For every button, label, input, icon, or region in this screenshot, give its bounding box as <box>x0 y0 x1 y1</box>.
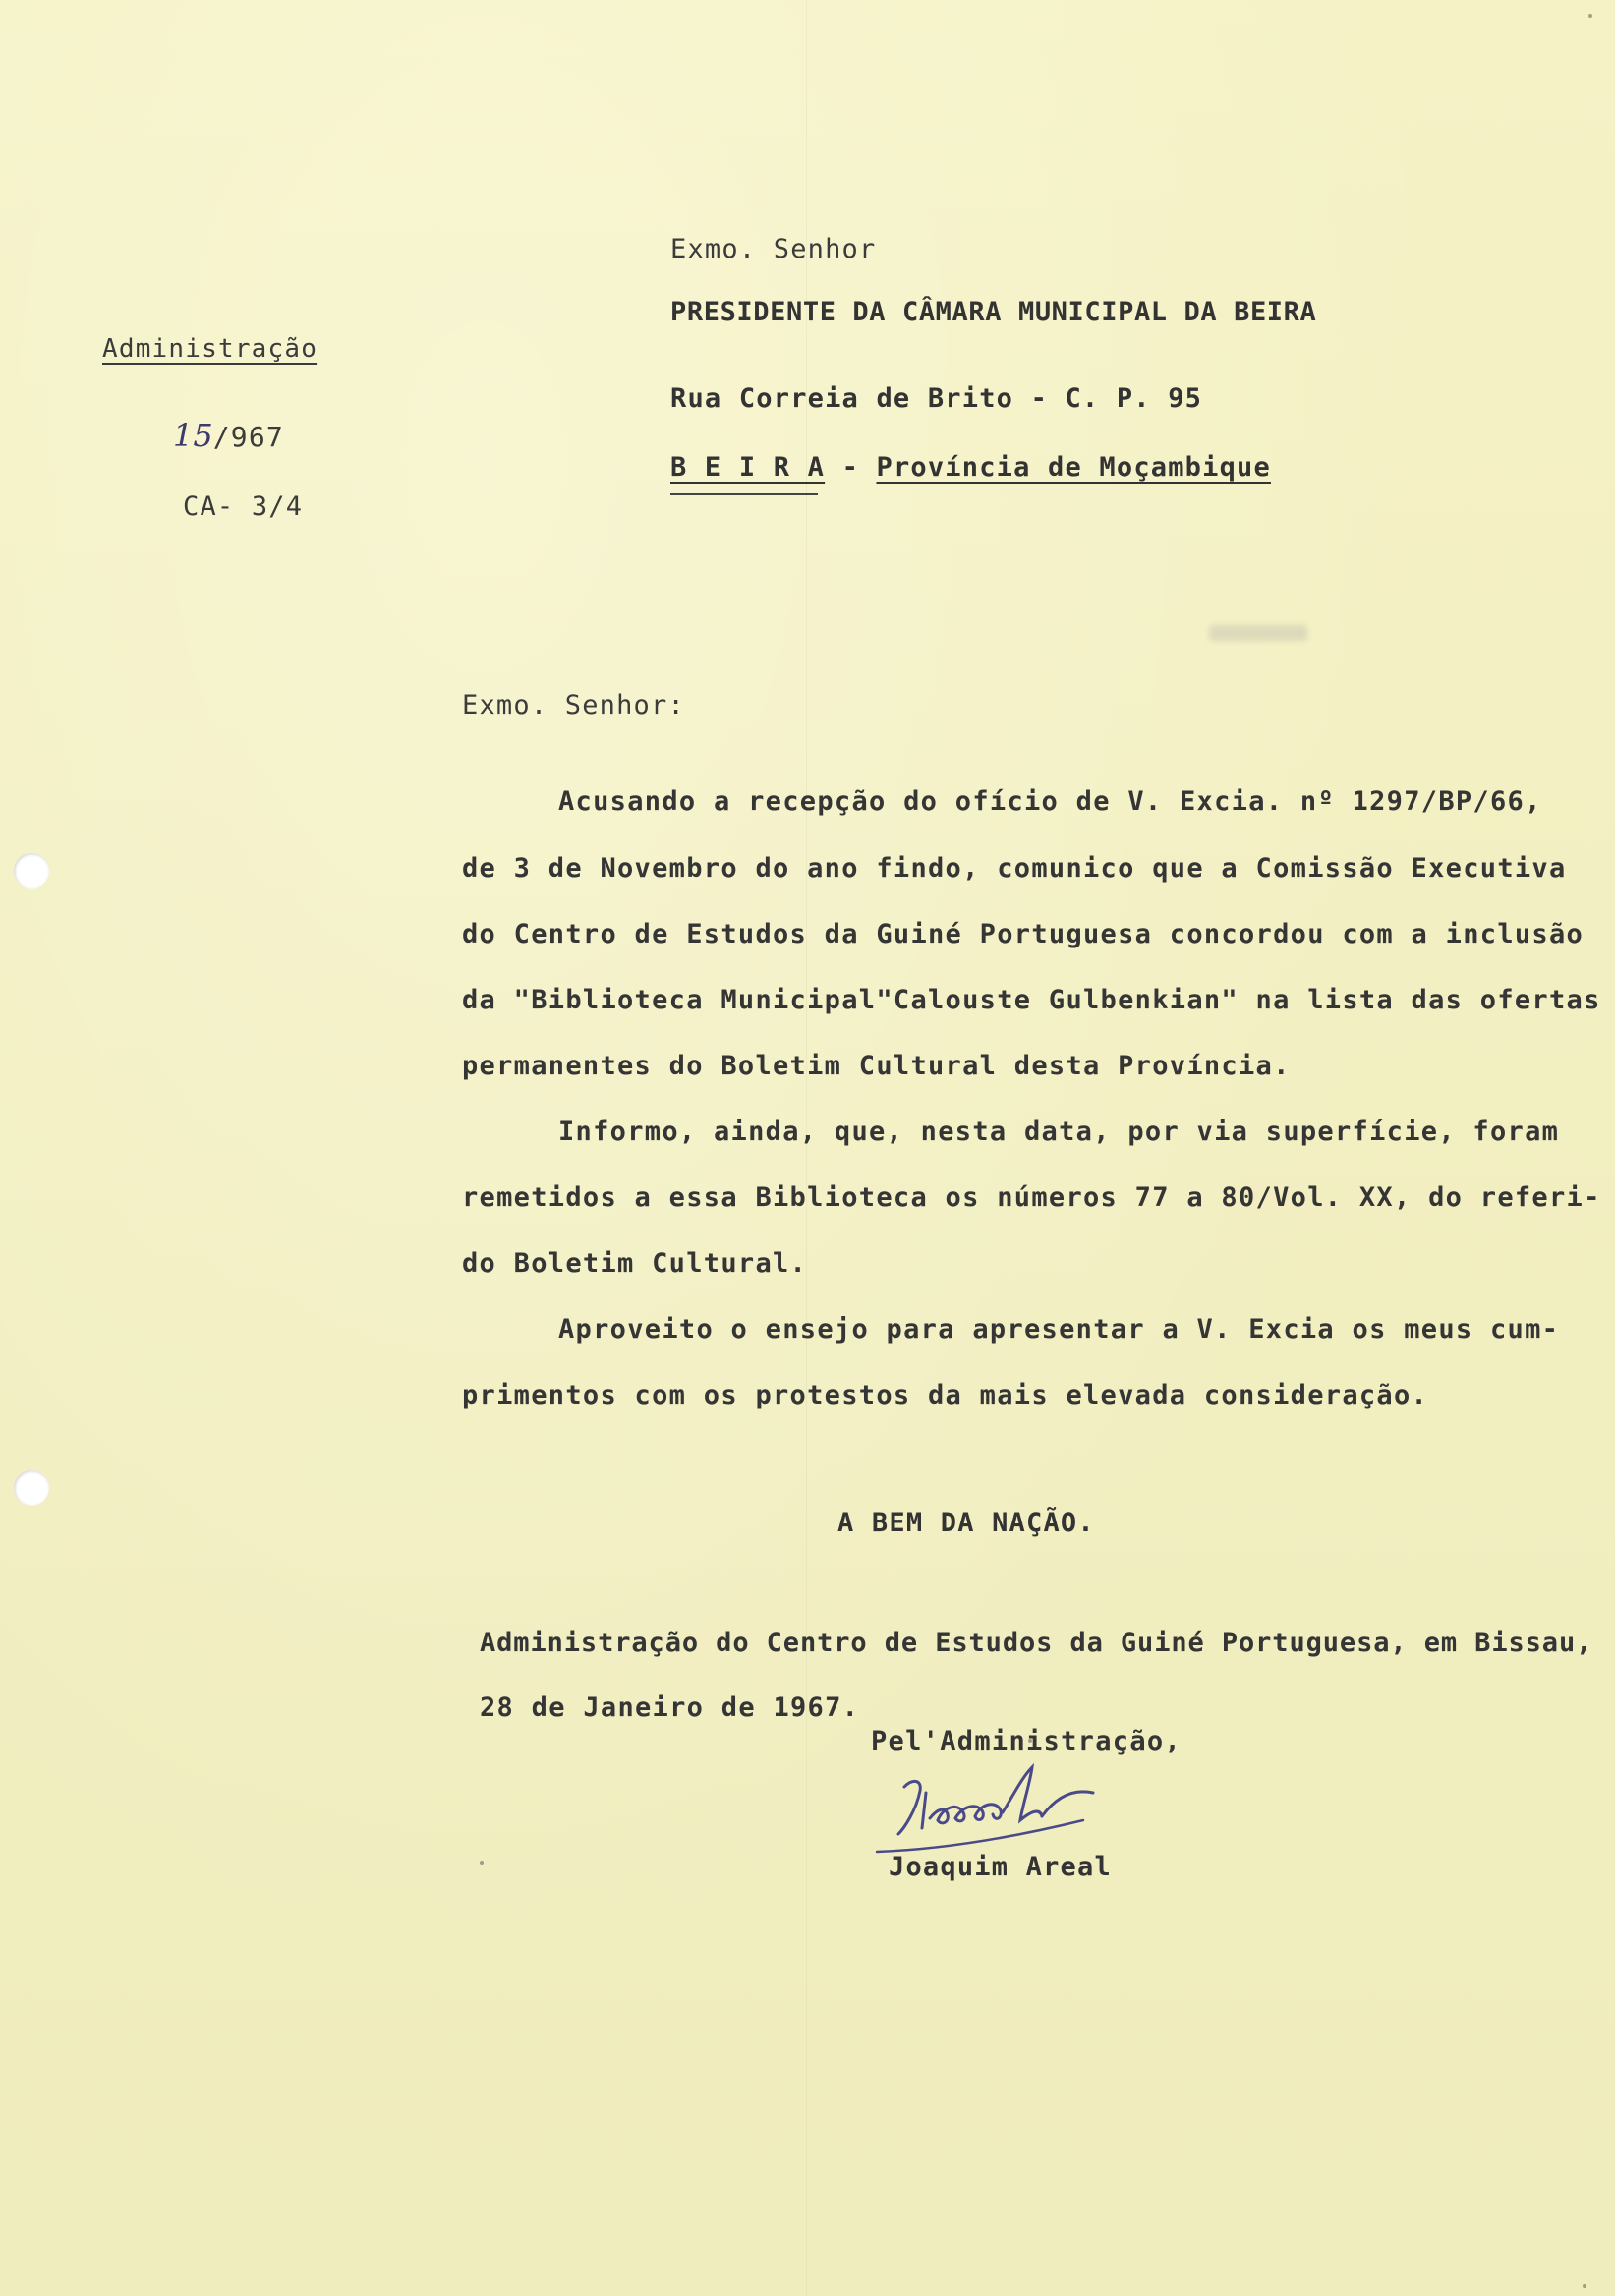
punch-hole-lower <box>14 1470 49 1506</box>
signatory-name: Joaquim Areal <box>889 1852 1112 1882</box>
addressee-city-separator: - <box>825 452 877 483</box>
paragraph-2-line-1: Informo, ainda, que, nesta data, por via superfície, foram <box>558 1117 1560 1147</box>
paragraph-1-line-5: permanentes do Boletim Cultural desta Província. <box>462 1051 1291 1081</box>
paper-speck <box>480 1861 484 1865</box>
addressee-salutation: Exmo. Senhor <box>670 234 877 264</box>
place-date-line-2: 28 de Janeiro de 1967. <box>480 1693 860 1723</box>
addressee-city-line <box>670 452 1271 483</box>
paper-speck <box>1028 1739 1032 1743</box>
ink-smudge <box>1209 625 1307 641</box>
paragraph-3-line-2: primentos com os protestos da mais elevada consideração. <box>462 1380 1429 1410</box>
margin-reference <box>173 417 284 454</box>
paper-texture-line <box>806 0 807 2296</box>
paragraph-3-line-1: Aproveito o ensejo para apresentar a V. Excia os meus cum- <box>558 1314 1560 1345</box>
city-double-underline <box>670 493 818 495</box>
paper-speck <box>1588 14 1592 18</box>
paragraph-1-line-2: de 3 de Novembro do ano findo, comunico que a Comissão Executiva <box>462 853 1567 884</box>
paragraph-1-line-4: da "Biblioteca Municipal"Calouste Gulbenkian" na lista das ofertas <box>462 985 1601 1015</box>
paragraph-2-line-2: remetidos a essa Biblioteca os números 77 a 80/Vol. XX, do referi- <box>462 1182 1601 1213</box>
paragraph-2-line-3: do Boletim Cultural. <box>462 1248 808 1279</box>
place-date-line-1: Administração do Centro de Estudos da Guiné Portuguesa, em Bissau, <box>480 1628 1593 1658</box>
punch-hole-upper <box>14 853 49 889</box>
letter-greeting: Exmo. Senhor: <box>462 690 685 720</box>
paragraph-1-line-3: do Centro de Estudos da Guiné Portuguesa concordou com a inclusão <box>462 919 1585 949</box>
margin-department: Administração <box>102 334 318 364</box>
margin-file-code: CA- 3/4 <box>183 491 304 522</box>
on-behalf-line: Pel'Administração, <box>871 1726 1182 1756</box>
addressee-city: B E I R A <box>670 452 826 483</box>
margin-ref-handwritten: 15 <box>173 417 213 454</box>
addressee-street: Rua Correia de Brito - C. P. 95 <box>670 383 1203 414</box>
margin-ref-year: /967 <box>212 421 284 453</box>
letter-motto: A BEM DA NAÇÃO. <box>837 1508 1095 1538</box>
addressee-province: Província de Moçambique <box>876 452 1271 483</box>
paper-speck <box>1583 2284 1586 2288</box>
addressee-title: PRESIDENTE DA CÂMARA MUNICIPAL DA BEIRA <box>670 297 1317 327</box>
paragraph-1-line-1: Acusando a recepção do ofício de V. Excia. nº 1297/BP/66, <box>558 786 1542 817</box>
